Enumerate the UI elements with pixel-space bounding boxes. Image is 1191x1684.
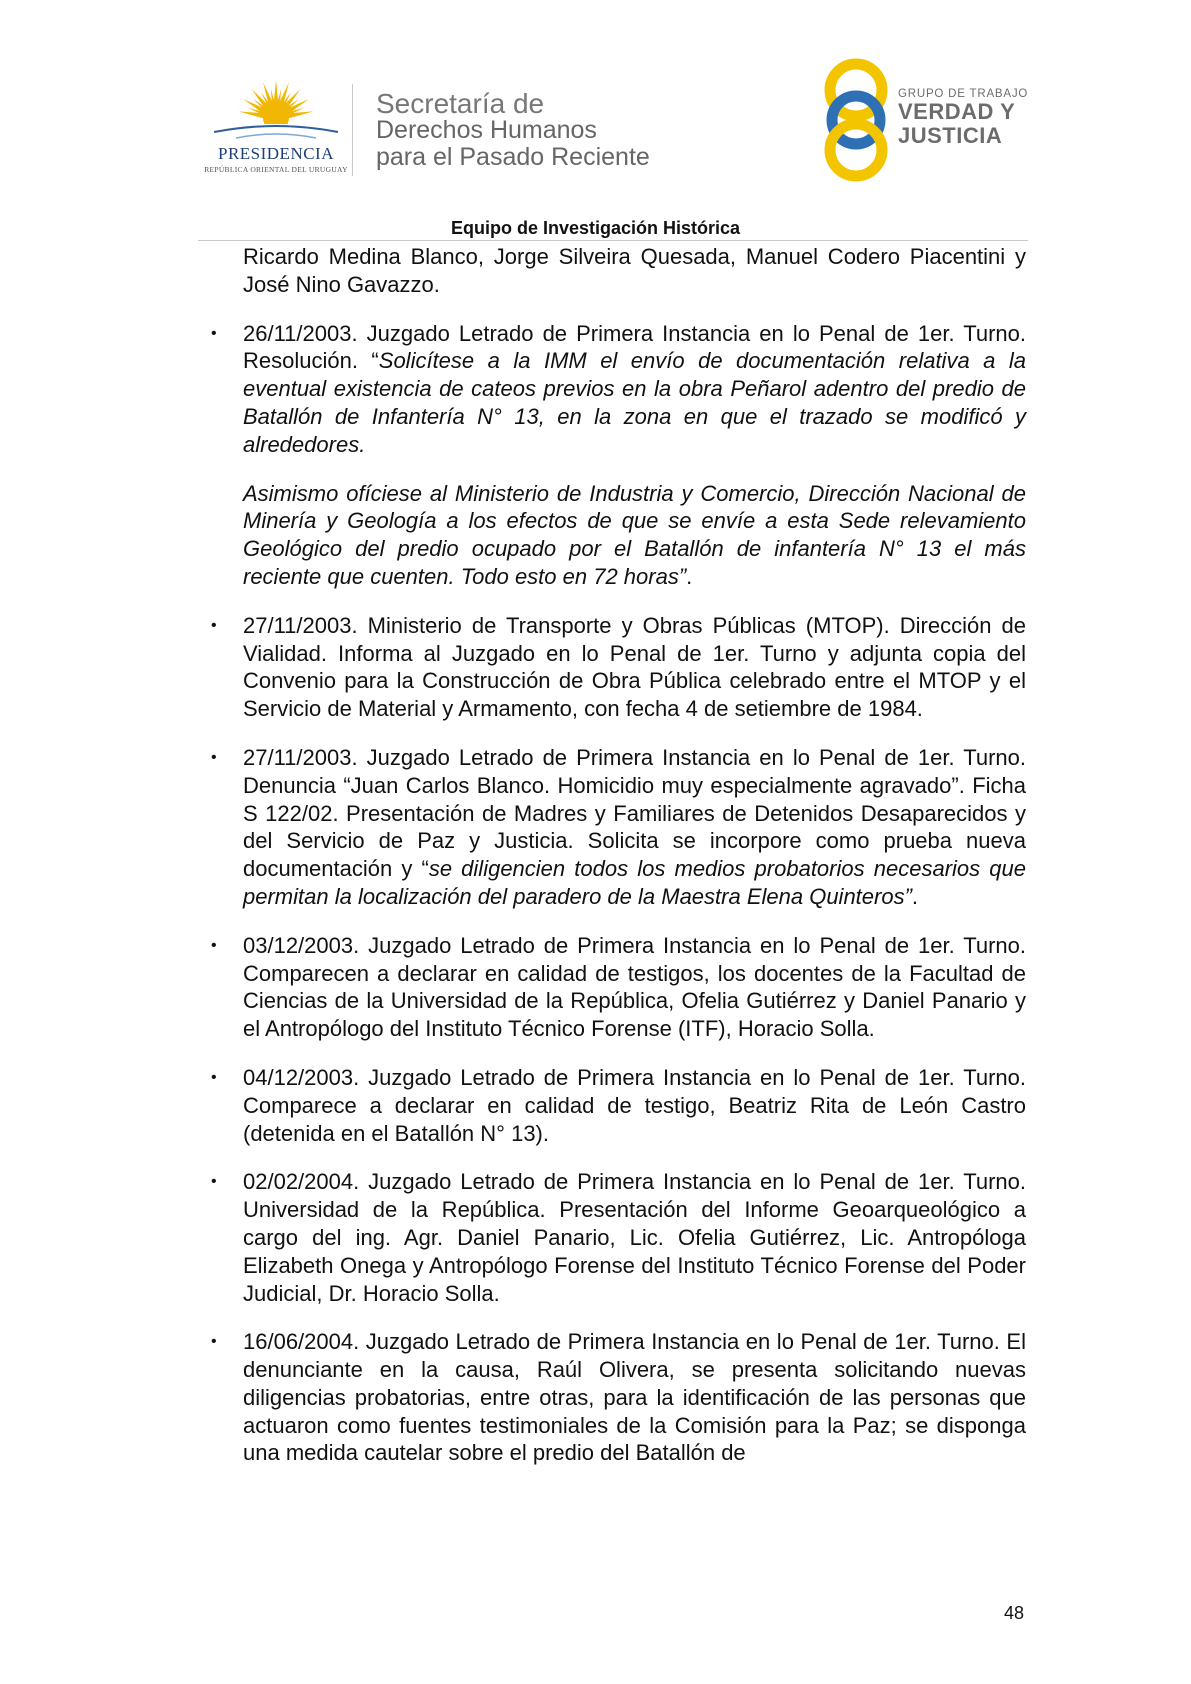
secretaria-line-1: Secretaría de xyxy=(376,88,545,119)
bullet-icon: • xyxy=(211,324,217,342)
document-body xyxy=(211,243,1026,1467)
bullet-icon: • xyxy=(211,936,217,954)
secretaria-title xyxy=(376,90,650,171)
lead-paragraph: Ricardo Medina Blanco, Jorge Silveira Quesada, Manuel Codero Piacentini y José Nino Gavazzo. xyxy=(243,244,1026,297)
presidencia-name: PRESIDENCIA xyxy=(217,144,334,163)
header-rule xyxy=(198,240,1028,241)
item-paragraph xyxy=(243,320,1026,459)
item-paragraph: 03/12/2003. Juzgado Letrado de Primera Instancia en lo Penal de 1er. Turno. Comparecen a declarar en calidad de testigos, los docentes de la Facultad de Ciencias de la Universidad de la República, Ofelia Gutiérrez y Daniel Panario y el Antropólogo del Instituto Técnico Forense (ITF), Horacio Solla. xyxy=(243,932,1026,1042)
vj-line-1: GRUPO DE TRABAJO xyxy=(898,88,1029,100)
list-item xyxy=(211,320,1026,591)
verdad-justicia-text xyxy=(898,88,1028,148)
item-text: 27/11/2003. Juzgado Letrado de Primera Instancia en lo Penal de 1er. Turno. Denuncia “Juan Carlos Blanco. Homicidio muy especialmente agravado”. Ficha S 122/02. Presentación de Madres y Familiares de Detenidos Desaparecidos y del Servicio de Paz y Justicia. Solicita se incorpore como prueba nueva documentación y “ xyxy=(243,744,1026,882)
presidencia-subtitle: REPÚBLICA ORIENTAL DEL URUGUAY xyxy=(204,165,348,174)
item-paragraph: 16/06/2004. Juzgado Letrado de Primera Instancia en lo Penal de 1er. Turno. El denunciante en la causa, Raúl Olivera, se presenta solicitando nuevas diligencias probatorias, entre otras, para la identificación de las personas que actuaron como fuentes testimoniales de la Comisión para la Paz; se disponga una medida cautelar sobre el predio del Batallón de xyxy=(243,1329,1026,1466)
item-paragraph: 04/12/2003. Juzgado Letrado de Primera Instancia en lo Penal de 1er. Turno. Comparece a declarar en calidad de testigo, Beatriz Rita de León Castro (detenida en el Batallón N° 13). xyxy=(243,1064,1026,1146)
list-item xyxy=(211,1064,1026,1147)
item-paragraph-continued xyxy=(243,480,1026,591)
verdad-justicia-logo xyxy=(822,56,1042,186)
page-number: 48 xyxy=(1004,1603,1025,1623)
item-text: 26/11/2003. Juzgado Letrado de Primera Instancia en lo Penal de 1er. Turno. Resolución. “ xyxy=(243,320,1026,374)
rings-emblem-icon xyxy=(822,56,894,186)
secretaria-line-3: para el Pasado Reciente xyxy=(376,143,650,171)
presidencia-logo xyxy=(196,78,356,178)
unit-title: Equipo de Investigación Histórica xyxy=(450,218,741,238)
header-divider xyxy=(352,84,353,176)
bullet-icon: • xyxy=(211,616,217,634)
bullet-icon: • xyxy=(211,1333,217,1351)
item-text: . xyxy=(911,883,919,909)
list-item xyxy=(211,612,1026,723)
vj-line-3: JUSTICIA xyxy=(898,123,1003,148)
item-paragraph xyxy=(243,744,1026,911)
vj-line-2: VERDAD Y xyxy=(898,99,1016,124)
secretaria-line-2: Derechos Humanos xyxy=(376,116,597,144)
bullet-icon: • xyxy=(211,748,217,766)
item-quote: Solicítese a la IMM el envío de documentación relativa a la eventual existencia de cateos previos en la obra Peñarol adentro del predio de Batallón de Infantería N° 13, en la zona en que el trazado se modificó y alrededores. xyxy=(243,348,1026,457)
bullet-icon: • xyxy=(211,1173,217,1191)
list-item xyxy=(211,1168,1026,1307)
item-quote: Asimismo ofíciese al Ministerio de Industria y Comercio, Dirección Nacional de Minería y Geología a los efectos de que se envíe a esta Sede relevamiento Geológico del predio ocupado por el Batallón de infantería N° 13 el más reciente que cuenten. Todo esto en 72 horas” xyxy=(243,480,1026,589)
item-paragraph: 27/11/2003. Ministerio de Transporte y Obras Públicas (MTOP). Dirección de Vialidad. Informa al Juzgado en lo Penal de 1er. Turno y adjunta copia del Convenio para la Construcción de Obra Pública celebrado entre el MTOP y el Servicio de Material y Armamento, con fecha 4 de setiembre de 1984. xyxy=(243,612,1026,722)
list-item xyxy=(211,932,1026,1043)
item-paragraph: 02/02/2004. Juzgado Letrado de Primera Instancia en lo Penal de 1er. Turno. Universidad de la República. Presentación del Informe Geoarqueológico a cargo del ing. Agr. Daniel Panario, Lic. Ofelia Gutiérrez, Lic. Antropóloga Elizabeth Onega y Antropólogo Forense del Instituto Técnico Forense del Poder Judicial, Dr. Horacio Solla. xyxy=(243,1169,1026,1306)
page-header xyxy=(0,0,1191,236)
item-quote: se diligencien todos los medios probatorios necesarios que permitan la localización del paradero de la Maestra Elena Quinteros” xyxy=(243,856,1026,909)
bullet-icon: • xyxy=(211,1068,217,1086)
list-item xyxy=(211,744,1026,911)
item-text: . xyxy=(686,563,693,589)
sun-emblem-icon xyxy=(196,78,356,144)
list-item xyxy=(211,1328,1026,1467)
